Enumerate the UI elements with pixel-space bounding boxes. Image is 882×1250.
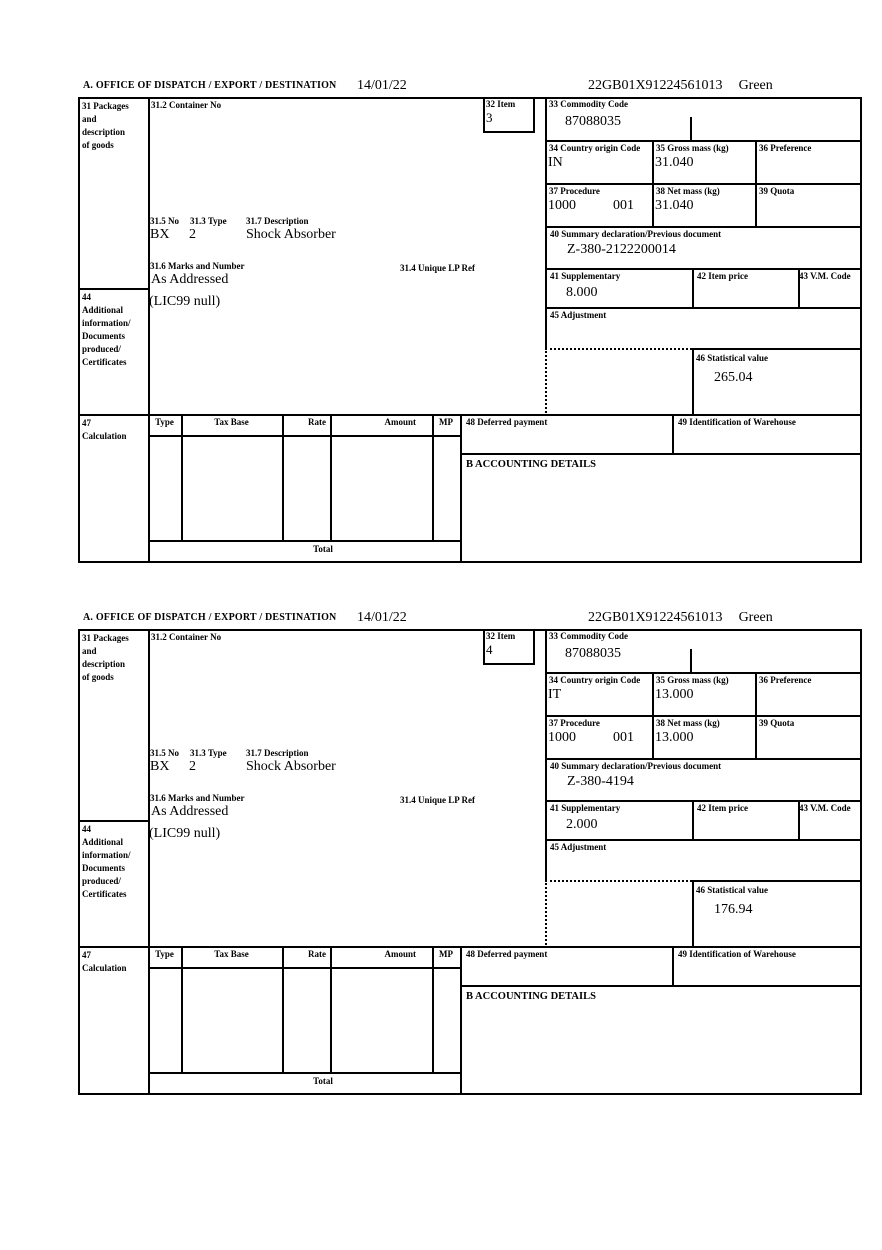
divider-line bbox=[181, 946, 183, 1074]
declaration-reference-group bbox=[588, 610, 773, 625]
sad-continuation-form-item-4 bbox=[78, 610, 862, 1095]
divider-line bbox=[692, 348, 694, 416]
form-outer-border bbox=[78, 97, 862, 563]
divider-line bbox=[282, 946, 284, 1074]
dotted-divider-line bbox=[545, 348, 547, 416]
box35-gross-mass-value: 13.000 bbox=[655, 687, 694, 702]
box49-warehouse-label: 49 Identification of Warehouse bbox=[678, 949, 796, 959]
divider-line bbox=[672, 414, 674, 455]
box34-country-label: 34 Country origin Code bbox=[549, 675, 641, 685]
box31-5-no-label: 31.5 No bbox=[150, 748, 179, 758]
goods-description-value: Shock Absorber bbox=[246, 759, 336, 774]
box40-previous-doc-label: 40 Summary declaration/Previous document bbox=[550, 761, 722, 771]
box33-commodity-value: 87088035 bbox=[565, 114, 621, 129]
divider-line bbox=[78, 820, 148, 822]
divider-line bbox=[78, 288, 148, 290]
divider-line bbox=[181, 414, 183, 542]
sad-continuation-form-item-3 bbox=[78, 78, 862, 563]
additional-information-value: (LIC99 null) bbox=[149, 294, 221, 309]
box46-statistical-value-label: 46 Statistical value bbox=[696, 353, 768, 363]
box34-country-label: 34 Country origin Code bbox=[549, 143, 641, 153]
divider-line bbox=[545, 140, 862, 142]
office-date: 14/01/22 bbox=[357, 610, 407, 625]
col-header-type: Type bbox=[155, 949, 174, 959]
divider-line bbox=[545, 629, 547, 882]
col-header-tax-base: Tax Base bbox=[214, 417, 249, 427]
divider-line bbox=[652, 140, 654, 228]
col-header-amount: Amount bbox=[384, 949, 416, 959]
box38-net-mass-label: 38 Net mass (kg) bbox=[656, 186, 720, 196]
package-no-value: BX bbox=[150, 227, 170, 242]
divider-line bbox=[692, 268, 694, 309]
divider-line bbox=[460, 985, 862, 987]
box46-statistical-value: 176.94 bbox=[714, 902, 753, 917]
box35-gross-mass-value: 31.040 bbox=[655, 155, 694, 170]
box31-6-marks-label: 31.6 Marks and Number bbox=[150, 793, 245, 803]
box37-procedure-value: 1000 bbox=[548, 198, 576, 213]
box43-vm-code-label: 43 V.M. Code bbox=[799, 271, 851, 281]
box39-quota-label: 39 Quota bbox=[759, 718, 795, 728]
box42-item-price-label: 42 Item price bbox=[697, 271, 748, 281]
col-header-tax-base: Tax Base bbox=[214, 949, 249, 959]
marks-and-number-value: As Addressed bbox=[151, 804, 229, 819]
box41-supplementary-label: 41 Supplementary bbox=[550, 803, 621, 813]
box36-preference-label: 36 Preference bbox=[759, 143, 812, 153]
box38-net-mass-value: 13.000 bbox=[655, 730, 694, 745]
box33-commodity-value: 87088035 bbox=[565, 646, 621, 661]
box47-calculation-label: 47 Calculation bbox=[82, 418, 127, 441]
total-label: Total bbox=[313, 544, 333, 554]
box46-statistical-value: 265.04 bbox=[714, 370, 753, 385]
box43-vm-code-label: 43 V.M. Code bbox=[799, 803, 851, 813]
box31-7-description-label: 31.7 Description bbox=[246, 216, 309, 226]
goods-description-value: Shock Absorber bbox=[246, 227, 336, 242]
box32-item-value: 3 bbox=[486, 110, 493, 125]
divider-line bbox=[545, 839, 862, 841]
divider-line bbox=[545, 183, 862, 185]
package-type-value: 2 bbox=[189, 227, 196, 242]
box31-2-container-label: 31.2 Container No bbox=[151, 632, 222, 642]
declaration-reference-group bbox=[588, 78, 773, 93]
divider-line bbox=[692, 800, 694, 841]
box32-item-label: 32 Item bbox=[486, 631, 516, 641]
office-date: 14/01/22 bbox=[357, 78, 407, 93]
divider-line bbox=[652, 672, 654, 760]
office-of-dispatch-label: A. OFFICE OF DISPATCH / EXPORT / DESTINATION bbox=[83, 80, 337, 91]
box44-additional-info-label: 44 Additional information/ Documents produced/ Certificates bbox=[82, 824, 131, 899]
box32-item-label: 32 Item bbox=[486, 99, 516, 109]
routing-status: Green bbox=[738, 78, 773, 93]
package-no-value: BX bbox=[150, 759, 170, 774]
box31-3-type-label: 31.3 Type bbox=[190, 748, 227, 758]
divider-line bbox=[692, 348, 862, 350]
divider-line bbox=[545, 758, 862, 760]
box37-procedure-value: 1000 bbox=[548, 730, 576, 745]
box34-country-value: IT bbox=[548, 687, 562, 702]
col-header-mp: MP bbox=[439, 417, 453, 427]
commodity-code-tick-line bbox=[690, 117, 692, 140]
box32-item-value: 4 bbox=[486, 642, 493, 657]
box31-4-lp-ref-label: 31.4 Unique LP Ref bbox=[400, 795, 476, 805]
box33-commodity-label: 33 Commodity Code bbox=[549, 631, 628, 641]
accounting-details-label: B ACCOUNTING DETAILS bbox=[466, 991, 596, 1002]
box34-country-value: IN bbox=[548, 155, 563, 170]
box40-previous-doc-value: Z-380-2122200014 bbox=[567, 242, 676, 257]
box31-packages-label: 31 Packages and description of goods bbox=[82, 101, 129, 150]
box41-supplementary-value: 8.000 bbox=[566, 285, 598, 300]
divider-line bbox=[330, 414, 332, 542]
dotted-divider-line bbox=[545, 348, 692, 350]
box37-procedure2-value: 001 bbox=[613, 198, 634, 213]
box33-commodity-label: 33 Commodity Code bbox=[549, 99, 628, 109]
col-header-amount: Amount bbox=[384, 417, 416, 427]
box45-adjustment-label: 45 Adjustment bbox=[550, 310, 607, 320]
box31-2-container-label: 31.2 Container No bbox=[151, 100, 222, 110]
box37-procedure2-value: 001 bbox=[613, 730, 634, 745]
divider-line bbox=[148, 435, 462, 437]
office-of-dispatch-label: A. OFFICE OF DISPATCH / EXPORT / DESTINATION bbox=[83, 612, 337, 623]
box40-previous-doc-value: Z-380-4194 bbox=[567, 774, 634, 789]
divider-line bbox=[545, 672, 862, 674]
divider-line bbox=[78, 946, 862, 948]
divider-line bbox=[282, 414, 284, 542]
divider-line bbox=[545, 268, 862, 270]
box48-deferred-payment-label: 48 Deferred payment bbox=[466, 949, 548, 959]
divider-line bbox=[148, 1072, 462, 1074]
divider-line bbox=[545, 97, 547, 350]
box41-supplementary-value: 2.000 bbox=[566, 817, 598, 832]
divider-line bbox=[148, 629, 150, 948]
declaration-reference: 22GB01X91224561013 bbox=[588, 78, 723, 93]
divider-line bbox=[148, 967, 462, 969]
dotted-divider-line bbox=[545, 880, 692, 882]
divider-line bbox=[545, 226, 862, 228]
col-header-type: Type bbox=[155, 417, 174, 427]
marks-and-number-value: As Addressed bbox=[151, 272, 229, 287]
box41-supplementary-label: 41 Supplementary bbox=[550, 271, 621, 281]
col-header-mp: MP bbox=[439, 949, 453, 959]
box45-adjustment-label: 45 Adjustment bbox=[550, 842, 607, 852]
form-outer-border bbox=[78, 629, 862, 1095]
box47-calculation-label: 47 Calculation bbox=[82, 950, 127, 973]
commodity-code-tick-line bbox=[690, 649, 692, 672]
package-type-value: 2 bbox=[189, 759, 196, 774]
divider-line bbox=[78, 414, 862, 416]
box48-deferred-payment-label: 48 Deferred payment bbox=[466, 417, 548, 427]
divider-line bbox=[460, 453, 862, 455]
box31-packages-label: 31 Packages and description of goods bbox=[82, 633, 129, 682]
divider-line bbox=[755, 672, 757, 760]
box35-gross-mass-label: 35 Gross mass (kg) bbox=[656, 143, 729, 153]
box42-item-price-label: 42 Item price bbox=[697, 803, 748, 813]
box31-4-lp-ref-label: 31.4 Unique LP Ref bbox=[400, 263, 476, 273]
divider-line bbox=[545, 715, 862, 717]
divider-line bbox=[545, 307, 862, 309]
box31-7-description-label: 31.7 Description bbox=[246, 748, 309, 758]
box39-quota-label: 39 Quota bbox=[759, 186, 795, 196]
divider-line bbox=[432, 946, 434, 1074]
declaration-reference: 22GB01X91224561013 bbox=[588, 610, 723, 625]
divider-line bbox=[148, 540, 462, 542]
box31-5-no-label: 31.5 No bbox=[150, 216, 179, 226]
col-header-rate: Rate bbox=[308, 417, 326, 427]
routing-status: Green bbox=[738, 610, 773, 625]
box31-3-type-label: 31.3 Type bbox=[190, 216, 227, 226]
box44-additional-info-label: 44 Additional information/ Documents produced/ Certificates bbox=[82, 292, 131, 367]
divider-line bbox=[672, 946, 674, 987]
additional-information-value: (LIC99 null) bbox=[149, 826, 221, 841]
divider-line bbox=[755, 140, 757, 228]
box37-procedure-label: 37 Procedure bbox=[549, 186, 600, 196]
box37-procedure-label: 37 Procedure bbox=[549, 718, 600, 728]
dotted-divider-line bbox=[545, 880, 547, 948]
divider-line bbox=[692, 880, 862, 882]
box38-net-mass-value: 31.040 bbox=[655, 198, 694, 213]
divider-line bbox=[432, 414, 434, 542]
box35-gross-mass-label: 35 Gross mass (kg) bbox=[656, 675, 729, 685]
box46-statistical-value-label: 46 Statistical value bbox=[696, 885, 768, 895]
divider-line bbox=[545, 800, 862, 802]
col-header-rate: Rate bbox=[308, 949, 326, 959]
divider-line bbox=[692, 880, 694, 948]
total-label: Total bbox=[313, 1076, 333, 1086]
accounting-details-label: B ACCOUNTING DETAILS bbox=[466, 459, 596, 470]
box49-warehouse-label: 49 Identification of Warehouse bbox=[678, 417, 796, 427]
divider-line bbox=[330, 946, 332, 1074]
divider-line bbox=[148, 97, 150, 416]
box36-preference-label: 36 Preference bbox=[759, 675, 812, 685]
box38-net-mass-label: 38 Net mass (kg) bbox=[656, 718, 720, 728]
box40-previous-doc-label: 40 Summary declaration/Previous document bbox=[550, 229, 722, 239]
box31-6-marks-label: 31.6 Marks and Number bbox=[150, 261, 245, 271]
